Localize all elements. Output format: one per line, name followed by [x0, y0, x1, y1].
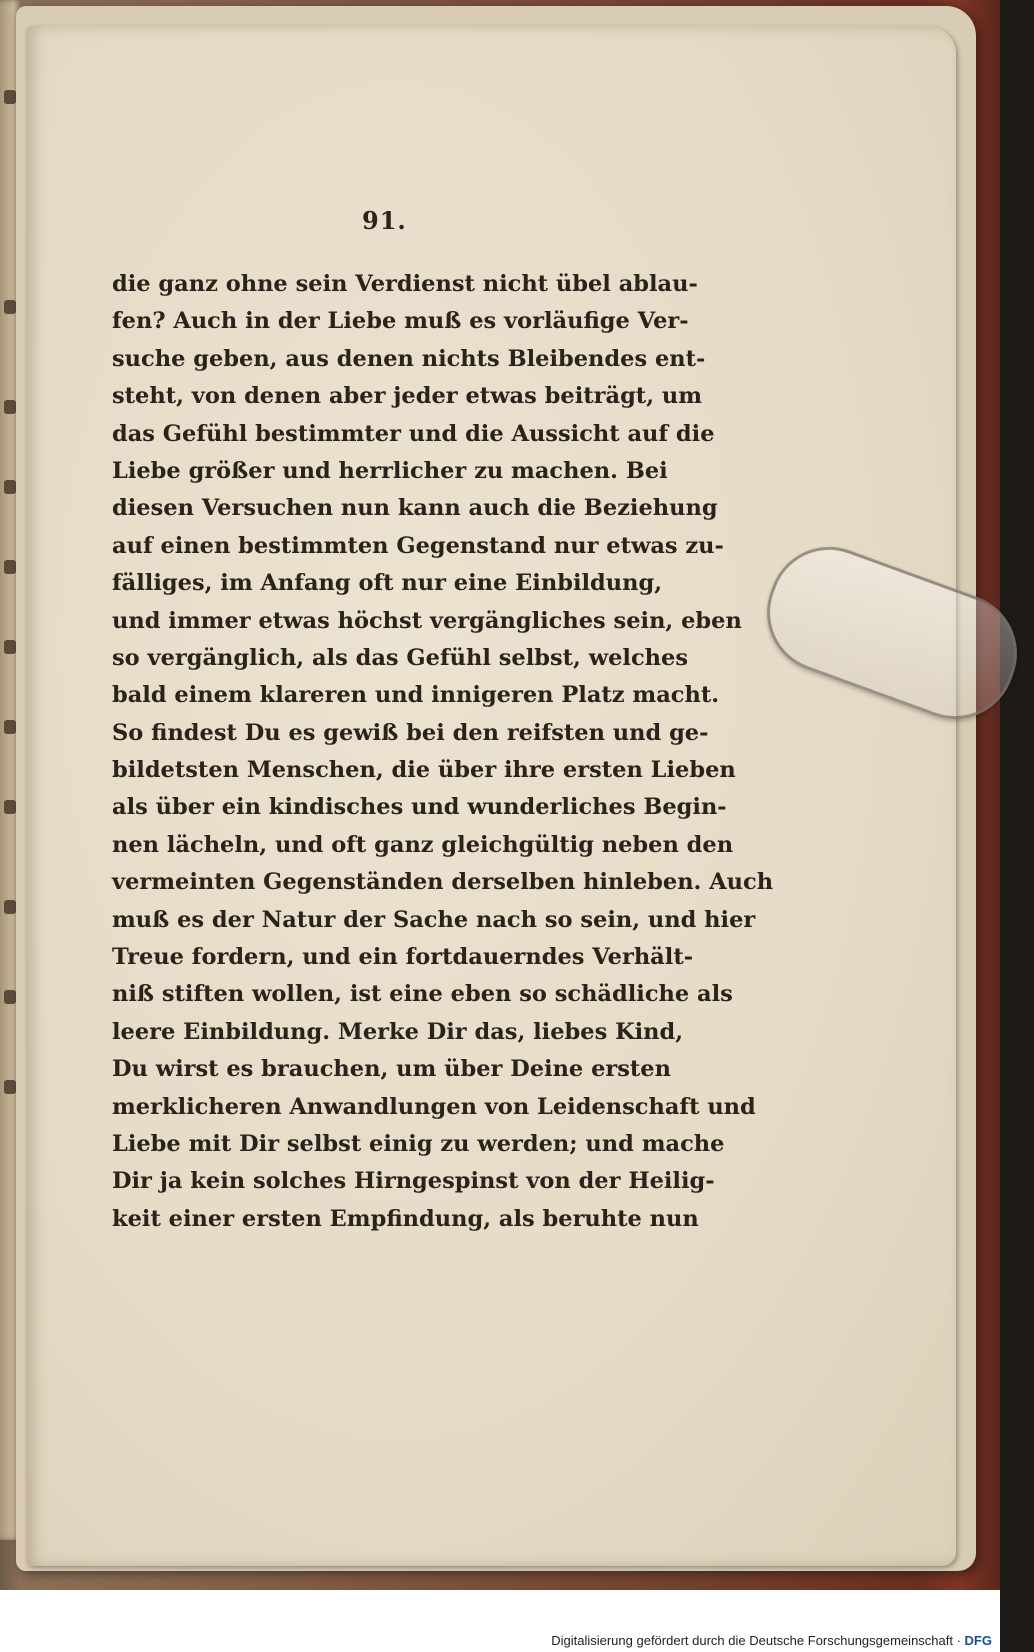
text-line: auf einen bestimmten Gegenstand nur etwas zu- [112, 532, 724, 559]
text-line: fälliges, im Anfang oft nur eine Einbildung, [112, 570, 663, 597]
text-line: vermeinten Gegenständen derselben hinleben. Auch [112, 869, 774, 896]
text-line: keit einer ersten Empfindung, als beruhte nun [112, 1205, 699, 1232]
text-line: leere Einbildung. Merke Dir das, liebes Kind, [112, 1018, 684, 1045]
text-line: als über ein kindisches und wunderliches Begin- [112, 794, 727, 821]
facing-page-glyph [4, 90, 16, 104]
text-line: diesen Versuchen nun kann auch die Beziehung [112, 495, 718, 522]
text-line: Liebe mit Dir selbst einig zu werden; und mache [112, 1130, 725, 1157]
text-line: muß es der Natur der Sache nach so sein, und hier [112, 906, 756, 933]
text-line: suche geben, aus denen nichts Bleibendes ent- [112, 345, 706, 372]
text-line: Treue fordern, und ein fortdauerndes Verhält- [112, 944, 694, 971]
book-page [26, 26, 956, 1566]
text-line: Liebe größer und herrlicher zu machen. Bei [112, 457, 668, 484]
page-number: 91. [362, 206, 407, 235]
credit-text: Digitalisierung gefördert durch die Deutsche Forschungsgemeinschaft · [551, 1633, 965, 1648]
facing-page-glyph [4, 640, 16, 654]
digitization-credit [549, 1633, 994, 1648]
text-line: niß stiften wollen, ist eine eben so schädliche als [112, 981, 733, 1008]
facing-page-glyph [4, 300, 16, 314]
facing-page-glyph [4, 400, 16, 414]
text-line: bildetsten Menschen, die über ihre ersten Lieben [112, 757, 736, 784]
text-line: Du wirst es brauchen, um über Deine ersten [112, 1056, 671, 1083]
text-line: So findest Du es gewiß bei den reifsten und ge- [112, 719, 709, 746]
facing-page-glyph [4, 800, 16, 814]
text-line: das Gefühl bestimmter und die Aussicht auf die [112, 420, 715, 447]
page-stack [16, 6, 976, 1571]
text-line: bald einem klareren und innigeren Platz macht. [112, 682, 720, 709]
text-line: merklicheren Anwandlungen von Leidenschaft und [112, 1093, 756, 1120]
text-line: Dir ja kein solches Hirngespinst von der Heilig- [112, 1168, 715, 1195]
text-line: so vergänglich, als das Gefühl selbst, welches [112, 644, 688, 671]
text-line: fen? Auch in der Liebe muß es vorläufige Ver- [112, 308, 689, 335]
page-text [112, 266, 774, 1238]
facing-page-glyph [4, 720, 16, 734]
facing-page-glyph [4, 900, 16, 914]
facing-page-glyph [4, 560, 16, 574]
text-line: steht, von denen aber jeder etwas beiträgt, um [112, 383, 703, 410]
text-line: die ganz ohne sein Verdienst nicht übel ablau- [112, 271, 698, 297]
facing-page-glyph [4, 990, 16, 1004]
text-line: nen lächeln, und oft ganz gleichgültig neben den [112, 831, 734, 858]
text-line: und immer etwas höchst vergängliches sein, eben [112, 607, 742, 634]
facing-page-glyph [4, 480, 16, 494]
facing-page-glyph [4, 1080, 16, 1094]
dfg-logo: DFG [964, 1633, 992, 1648]
